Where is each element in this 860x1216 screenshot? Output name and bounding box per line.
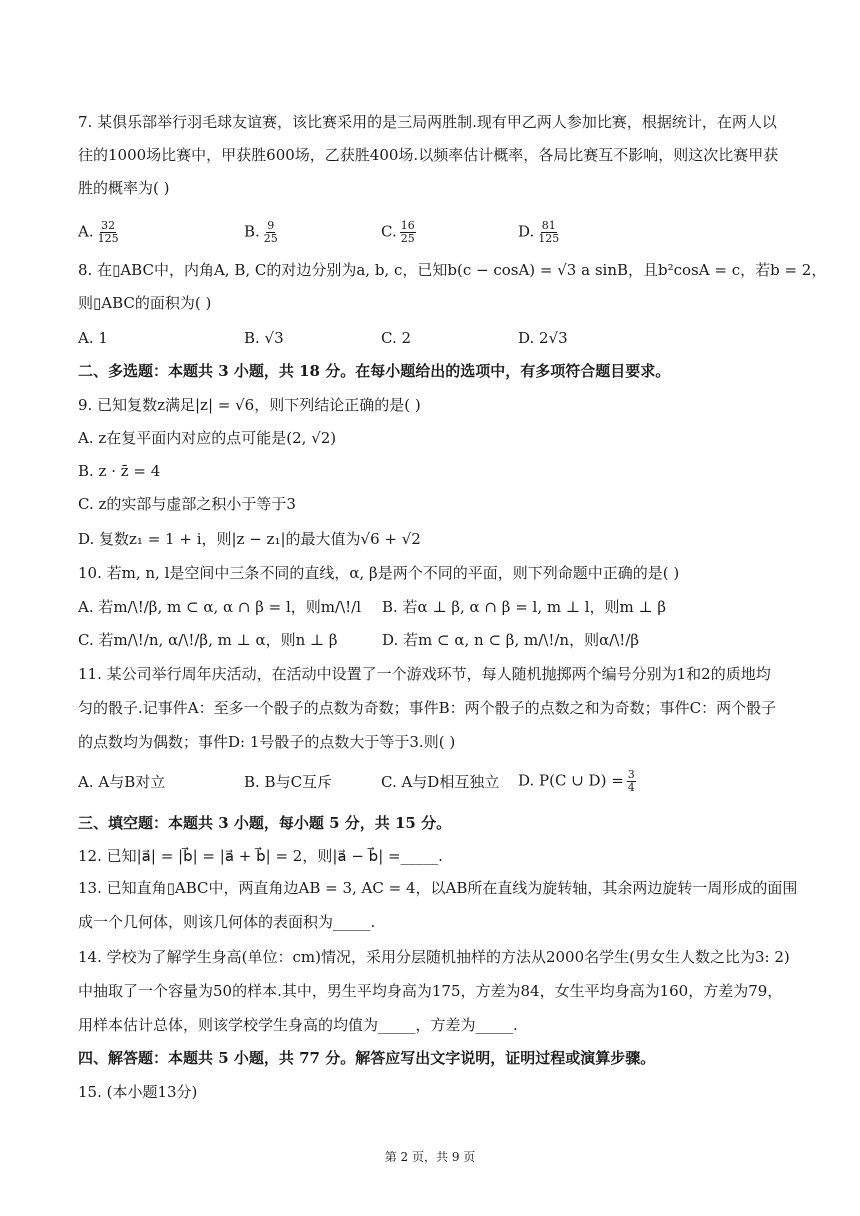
section-4-heading: 四、解答题：本题共 5 小题，共 77 分。解答应写出文字说明，证明过程或演算步骤。: [78, 1049, 656, 1067]
q10-option-a: A. 若m/\!/β, m ⊂ α, α ∩ β = l，则m/\!/l: [78, 598, 362, 616]
q12-stem: 12. 已知|a⃗| = |b⃗| = |a⃗ + b⃗| = 2，则|a⃗ − b⃗| =_____.: [78, 847, 443, 865]
q11-option-c: C. A与D相互独立: [381, 773, 500, 791]
q9-option-a: A. z在复平面内对应的点可能是(2, √2): [78, 429, 337, 447]
q7-option-a: [78, 220, 120, 245]
q7-option-a-fraction: $\frac{32}{125}$: [97, 219, 119, 245]
q11-option-d-fraction: $\frac{3}{4}$: [627, 768, 635, 794]
q7-option-d: [518, 220, 560, 245]
q9-option-b: B. z · z̄ = 4: [78, 462, 161, 480]
section-2-heading: 二、多选题：本题共 3 小题，共 18 分。在每小题给出的选项中，有多项符合题目要求。: [78, 362, 671, 380]
q13-line-2: 成一个几何体，则该几何体的表面积为_____.: [78, 913, 376, 931]
q9-stem: 9. 已知复数z满足|z| = √6，则下列结论正确的是( ): [78, 396, 421, 414]
q7-option-c-label: C.: [381, 222, 397, 241]
q13-line-1: 13. 已知直角▯ABC中，两直角边AB = 3, AC = 4，以AB所在直线为旋转轴，其余两边旋转一周形成的面围: [78, 879, 798, 897]
q7-line-1: 7. 某俱乐部举行羽毛球友谊赛，该比赛采用的是三局两胜制.现有甲乙两人参加比赛，根据统计，在两人以: [78, 113, 777, 131]
q11-line-3: 的点数均为偶数；事件D: 1号骰子的点数大于等于3.则( ): [78, 733, 456, 751]
q11-option-d-label: D. P(C ∪ D) =: [518, 771, 624, 790]
q7-option-b-label: B.: [244, 222, 260, 241]
q14-line-2: 中抽取了一个容量为50的样本.其中，男生平均身高为175，方差为84，女生平均身高为160，方差为79，: [78, 982, 783, 1000]
q7-option-c: [381, 220, 416, 245]
q8-option-d: D. 2√3: [518, 329, 568, 347]
q7-option-b-fraction: $\frac{9}{25}$: [263, 219, 278, 245]
q10-option-c: C. 若m/\!/n, α/\!/β, m ⊥ α，则n ⊥ β: [78, 631, 338, 649]
q10-option-d: D. 若m ⊂ α, n ⊂ β, m/\!/n，则α/\!/β: [382, 631, 640, 649]
q11-line-1: 11. 某公司举行周年庆活动，在活动中设置了一个游戏环节，每人随机抛掷两个编号分别为1和2的质地均: [78, 665, 771, 683]
q10-option-b: B. 若α ⊥ β, α ∩ β = l, m ⊥ l，则m ⊥ β: [382, 598, 667, 616]
q14-line-3: 用样本估计总体，则该学校学生身高的均值为_____，方差为_____.: [78, 1016, 518, 1034]
q9-option-d: D. 复数z₁ = 1 + i，则|z − z₁|的最大值为√6 + √2: [78, 530, 421, 548]
q11-option-b: B. B与C互斥: [244, 773, 333, 791]
q11-line-2: 匀的骰子.记事件A：至多一个骰子的点数为奇数；事件B：两个骰子的点数之和为奇数；事件C：两个骰子: [78, 699, 777, 717]
page-footer: 第 2 页，共 9 页: [384, 1150, 476, 1164]
q7-option-d-fraction: $\frac{81}{125}$: [538, 219, 560, 245]
q7-line-2: 往的1000场比赛中，甲获胜600场，乙获胜400场.以频率估计概率，各局比赛互不影响，则这次比赛甲获: [78, 146, 779, 164]
q11-option-a: A. A与B对立: [78, 773, 166, 791]
q8-option-b: B. √3: [244, 329, 284, 347]
q11-option-d: [518, 769, 636, 794]
q8-option-c: C. 2: [381, 329, 412, 347]
section-3-heading: 三、填空题：本题共 3 小题，每小题 5 分，共 15 分。: [78, 814, 452, 832]
q7-option-d-label: D.: [518, 222, 535, 241]
q7-line-3: 胜的概率为( ): [78, 179, 170, 197]
q10-stem: 10. 若m, n, l是空间中三条不同的直线，α, β是两个不同的平面，则下列命题中正确的是( ): [78, 564, 680, 582]
q8-option-a: A. 1: [78, 329, 108, 347]
q7-option-b: [244, 220, 279, 245]
q7-option-c-fraction: $\frac{16}{25}$: [400, 219, 415, 245]
q14-line-1: 14. 学校为了解学生身高(单位：cm)情况，采用分层随机抽样的方法从2000名学生(男女生人数之比为3: 2): [78, 948, 790, 966]
q9-option-c: C. z的实部与虚部之积小于等于3: [78, 495, 296, 513]
q15-heading: 15. (本小题13分): [78, 1083, 198, 1101]
q8-line-2: 则▯ABC的面积为( ): [78, 294, 212, 312]
q7-option-a-label: A.: [78, 222, 94, 241]
q8-line-1: 8. 在▯ABC中，内角A, B, C的对边分别为a, b, c，已知b(c − cosA) = √3 a sinB，且b²cosA = c，若b = 2，: [78, 261, 827, 279]
